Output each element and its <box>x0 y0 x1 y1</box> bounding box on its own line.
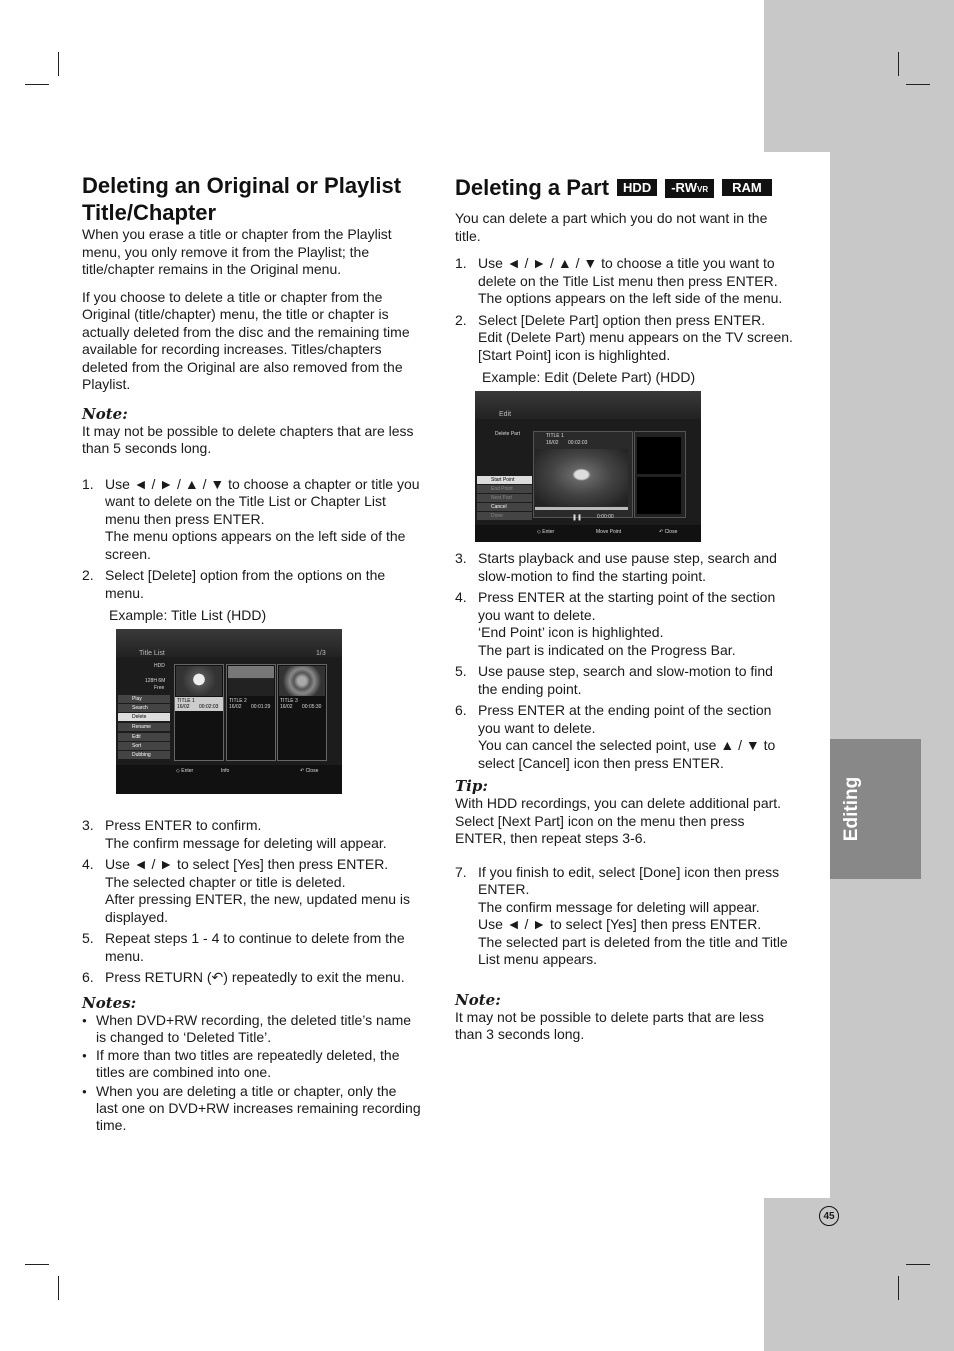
left-note-text: It may not be possible to delete chapters that are less than 5 seconds long. <box>82 422 414 456</box>
footer-info: Info <box>221 768 230 774</box>
title-list-screenshot <box>116 629 342 794</box>
menu-delete: Delete <box>118 713 170 721</box>
left-intro-2: If you choose to delete a title or chapter from the Original (title/chapter) menu, the title or chapter is actually deleted from the disc and the remaining time available for recording increases. Titles/chapters deleted from the Original are also removed from the Playlist. <box>82 288 410 392</box>
left-notes-list <box>82 1012 437 1135</box>
crop-mark <box>25 1264 49 1265</box>
screen-hdd: HDD <box>154 663 165 669</box>
right-note-text: It may not be possible to delete parts that are less than 3 seconds long. <box>455 1008 764 1042</box>
tip-text: With HDD recordings, you can delete additional part. Select [Next Part] icon on the menu then press ENTER, then repeat steps 3-6. <box>455 795 782 846</box>
thumb-date: 16/02 <box>280 704 293 710</box>
title-thumb-3 <box>277 664 327 761</box>
step: 4. Press ENTER at the starting point of the section you want to delete. ‘End Point’ icon is highlighted. The part is indicated on the Progress Bar. <box>455 589 776 658</box>
left-title-line1: Deleting an Original or Playlist <box>82 173 402 198</box>
thumb-time: 00:02:03 <box>199 704 219 710</box>
right-margin-bottom <box>764 1198 954 1351</box>
menu-search: Search <box>118 704 170 712</box>
footer-move: Move Point <box>596 529 622 535</box>
crop-mark <box>898 1276 899 1300</box>
right-margin-top <box>764 0 954 152</box>
video-title: TITLE 1 <box>546 433 564 439</box>
screen-title: Edit <box>499 411 512 418</box>
left-steps-b <box>82 817 437 987</box>
screen-label: Delete Part <box>495 431 521 437</box>
crop-mark <box>906 84 930 85</box>
left-example-caption: Example: Title List (HDD) <box>109 607 267 623</box>
menu-cancel: Cancel <box>477 503 532 511</box>
footer-close: ↶ Close <box>300 768 319 774</box>
right-title-text: Deleting a Part <box>455 175 610 200</box>
thumb-name: TITLE 2 <box>229 698 247 704</box>
right-title <box>455 174 815 201</box>
step: 6. Press ENTER at the ending point of the section you want to delete. You can cancel the selected point, use ▲ / ▼ to select [Cancel] icon then press ENTER. <box>455 702 776 771</box>
counter: 0:00:00 <box>597 514 614 520</box>
menu-sort: Sort <box>118 742 170 750</box>
screen-free-time: 128H 6M <box>145 678 166 684</box>
step: 2. Select [Delete] option from the options on the menu. <box>82 567 386 601</box>
thumb-date: 16/02 <box>177 704 190 710</box>
left-notes-heading: Notes: <box>82 993 137 1012</box>
badge-rw: -RWVR <box>665 179 714 198</box>
thumb-name: TITLE 1 <box>177 698 195 704</box>
footer-enter: ◇ Enter <box>537 529 555 535</box>
title-thumb-2 <box>226 664 276 761</box>
tip-heading: Tip: <box>455 777 488 795</box>
right-steps-b <box>455 550 815 772</box>
menu-play: Play <box>118 695 170 703</box>
step: 2. Select [Delete Part] option then press ENTER. Edit (Delete Part) menu appears on the TV screen. [Start Point] icon is highlighted. <box>455 311 793 363</box>
right-intro: You can delete a part which you do not want in the title. <box>455 210 768 244</box>
badge-hdd: HDD <box>617 179 657 196</box>
menu-next-part: Next Part <box>477 494 532 502</box>
footer-enter: ◇ Enter <box>176 768 194 774</box>
crop-mark <box>25 84 49 85</box>
right-example-caption: Example: Edit (Delete Part) (HDD) <box>482 369 696 385</box>
right-steps-c <box>455 864 815 969</box>
menu-end-point: End Point <box>477 485 532 493</box>
left-steps-a <box>82 476 437 603</box>
menu-rename: Rename <box>118 723 170 731</box>
edit-screenshot <box>475 391 701 542</box>
step: 1. Use ◄ / ► / ▲ / ▼ to choose a title you want to delete on the Title List menu then press ENTER. The options appears on the left side of the menu. <box>455 255 783 306</box>
left-intro-1: When you erase a title or chapter from the Playlist menu, you only remove it from the Playlist; the title/chapter remains in the Original menu. <box>82 226 392 277</box>
left-note-heading: Note: <box>82 404 128 423</box>
step: 3. Starts playback and use pause step, search and slow-motion to find the starting point. <box>455 550 777 584</box>
badge-ram: RAM <box>722 179 772 196</box>
screen-free: Free <box>154 685 165 691</box>
thumb-date: 16/02 <box>229 704 242 710</box>
thumb-name: TITLE 3 <box>280 698 298 704</box>
thumb-time: 00:05:30 <box>302 704 322 710</box>
left-column <box>82 172 437 625</box>
note-item: ● If more than two titles are repeatedly deleted, the titles are combined into one. <box>82 1047 437 1082</box>
footer-close: ↶ Close <box>659 529 678 535</box>
step: 5. Use pause step, search and slow-motion to find the ending point. <box>455 663 773 697</box>
left-title-line2: Title/Chapter <box>82 200 217 225</box>
step: 6. Press RETURN (↶) repeatedly to exit the menu. <box>82 969 405 985</box>
pause-icon: ❚❚ <box>572 515 583 521</box>
step: 1. Use ◄ / ► / ▲ / ▼ to choose a chapter or title you want to delete on the Title List or Chapter List menu then press ENTER. The menu options appears on the left side of the screen. <box>82 475 420 562</box>
section-tab-label: Editing <box>841 776 862 842</box>
page-number: 45 <box>819 1206 839 1226</box>
right-column <box>455 174 815 387</box>
thumb-time: 00:01:29 <box>251 704 271 710</box>
screen-page: 1/3 <box>316 650 326 657</box>
crop-mark <box>898 52 899 76</box>
right-steps-a <box>455 255 815 364</box>
note-item: ● When you are deleting a title or chapter, only the last one on DVD+RW increases remaining recording time. <box>82 1083 437 1135</box>
title-thumb-1 <box>174 664 224 761</box>
step: 4. Use ◄ / ► to select [Yes] then press ENTER. The selected chapter or title is deleted. After pressing ENTER, the new, updated menu is displayed. <box>82 856 411 925</box>
screen-title: Title List <box>139 650 165 657</box>
left-column-lower <box>82 817 437 1136</box>
step: 3. Press ENTER to confirm. The confirm message for deleting will appear. <box>82 817 387 851</box>
menu-edit: Edit <box>118 733 170 741</box>
step: 7. If you finish to edit, select [Done] icon then press ENTER. The confirm message for deleting will appear. Use ◄ / ► to select [Yes] then press ENTER. The selected part is deleted from the title and Title List menu appears. <box>455 863 788 967</box>
video-time: 00:02:03 <box>568 440 588 446</box>
step: 5. Repeat steps 1 - 4 to continue to delete from the menu. <box>82 930 405 964</box>
crop-mark <box>906 1264 930 1265</box>
note-item: ● When DVD+RW recording, the deleted title’s name is changed to ‘Deleted Title’. <box>82 1012 437 1047</box>
menu-start-point: Start Point <box>477 476 532 484</box>
right-column-lower <box>455 550 815 1044</box>
crop-mark <box>58 52 59 76</box>
menu-done: Done <box>477 512 532 520</box>
video-date: 16/02 <box>546 440 559 446</box>
crop-mark <box>58 1276 59 1300</box>
video-preview <box>535 449 628 506</box>
section-tab <box>830 739 921 879</box>
right-note-heading: Note: <box>455 990 501 1009</box>
left-title <box>82 172 437 226</box>
right-margin-strip <box>830 152 954 1198</box>
menu-dubbing: Dubbing <box>118 751 170 759</box>
